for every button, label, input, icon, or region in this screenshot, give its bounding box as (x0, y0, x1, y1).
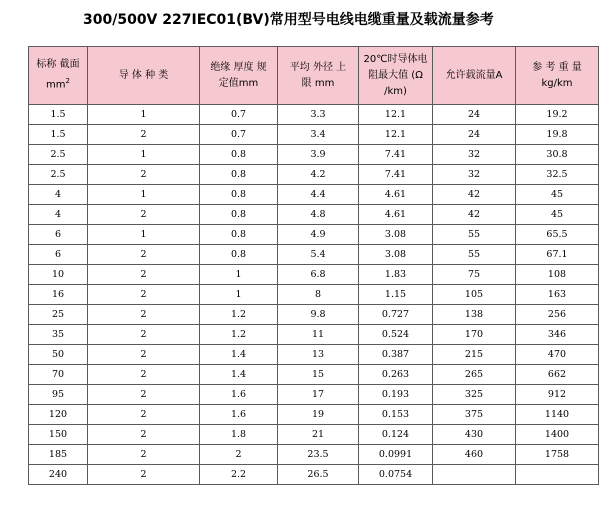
cell-outer-diameter: 3.4 (278, 125, 359, 145)
table-row (29, 105, 599, 125)
cell-weight: 912 (516, 385, 599, 405)
cell-insulation: 0.7 (200, 105, 278, 125)
cell-insulation: 1.6 (200, 385, 278, 405)
cell-outer-diameter: 4.9 (278, 225, 359, 245)
cell-current-capacity: 325 (433, 385, 516, 405)
header-resistance-line3: /km) (384, 85, 407, 97)
cell-outer-diameter: 4.4 (278, 185, 359, 205)
table-row (29, 185, 599, 205)
cell-insulation: 0.8 (200, 185, 278, 205)
table-row (29, 245, 599, 265)
cell-resistance: 0.124 (359, 425, 433, 445)
cell-cross-section: 50 (29, 345, 88, 365)
cell-current-capacity: 32 (433, 145, 516, 165)
cell-cross-section: 95 (29, 385, 88, 405)
cell-resistance: 3.08 (359, 225, 433, 245)
cell-cross-section: 6 (29, 245, 88, 265)
cell-weight: 163 (516, 285, 599, 305)
cell-resistance: 12.1 (359, 125, 433, 145)
cell-weight: 256 (516, 305, 599, 325)
table-row (29, 405, 599, 425)
cell-outer-diameter: 3.9 (278, 145, 359, 165)
header-weight-line2: kg/km (541, 77, 573, 89)
cell-conductor-type: 2 (88, 345, 200, 365)
cell-weight: 67.1 (516, 245, 599, 265)
header-current-capacity-label: 允许载流量A (445, 69, 503, 81)
cell-outer-diameter: 5.4 (278, 245, 359, 265)
cell-current-capacity: 42 (433, 205, 516, 225)
cell-outer-diameter: 11 (278, 325, 359, 345)
cell-resistance: 4.61 (359, 205, 433, 225)
cell-conductor-type: 2 (88, 305, 200, 325)
cell-current-capacity: 105 (433, 285, 516, 305)
header-current-capacity (433, 47, 516, 105)
cell-cross-section: 4 (29, 205, 88, 225)
cell-cross-section: 1.5 (29, 125, 88, 145)
cell-current-capacity: 430 (433, 425, 516, 445)
cell-resistance: 4.61 (359, 185, 433, 205)
cell-outer-diameter: 13 (278, 345, 359, 365)
table-row (29, 265, 599, 285)
cell-current-capacity: 24 (433, 125, 516, 145)
cell-insulation: 2.2 (200, 465, 278, 485)
cell-insulation: 0.7 (200, 125, 278, 145)
table-body (29, 105, 599, 485)
cell-resistance: 3.08 (359, 245, 433, 265)
cell-insulation: 0.8 (200, 205, 278, 225)
cell-weight: 1140 (516, 405, 599, 425)
table-row (29, 385, 599, 405)
table-row (29, 305, 599, 325)
cell-outer-diameter: 17 (278, 385, 359, 405)
cell-weight: 45 (516, 185, 599, 205)
cell-resistance: 0.263 (359, 365, 433, 385)
table-row (29, 285, 599, 305)
cell-resistance: 0.727 (359, 305, 433, 325)
header-conductor-type (88, 47, 200, 105)
table-row (29, 125, 599, 145)
cell-current-capacity: 75 (433, 265, 516, 285)
cell-insulation: 0.8 (200, 165, 278, 185)
table-row (29, 445, 599, 465)
table-row (29, 205, 599, 225)
cell-weight: 470 (516, 345, 599, 365)
cable-spec-table (28, 46, 599, 485)
cell-outer-diameter: 9.8 (278, 305, 359, 325)
cell-cross-section: 1.5 (29, 105, 88, 125)
cell-conductor-type: 2 (88, 445, 200, 465)
cell-conductor-type: 2 (88, 205, 200, 225)
cell-outer-diameter: 4.2 (278, 165, 359, 185)
cell-resistance: 0.387 (359, 345, 433, 365)
table-row (29, 325, 599, 345)
cell-resistance: 0.524 (359, 325, 433, 345)
cell-weight (516, 465, 599, 485)
header-insulation-thickness (200, 47, 278, 105)
cell-insulation: 1.6 (200, 405, 278, 425)
cell-weight: 346 (516, 325, 599, 345)
cell-outer-diameter: 19 (278, 405, 359, 425)
cell-resistance: 7.41 (359, 145, 433, 165)
cell-current-capacity: 170 (433, 325, 516, 345)
cell-conductor-type: 1 (88, 225, 200, 245)
cell-weight: 30.8 (516, 145, 599, 165)
cell-conductor-type: 2 (88, 405, 200, 425)
cell-current-capacity: 215 (433, 345, 516, 365)
cell-resistance: 0.0991 (359, 445, 433, 465)
header-conductor-resistance (359, 47, 433, 105)
cell-cross-section: 10 (29, 265, 88, 285)
cell-conductor-type: 2 (88, 245, 200, 265)
cell-conductor-type: 1 (88, 185, 200, 205)
header-resistance-line1: 20℃时导体电 (363, 53, 428, 65)
table-header-row (29, 47, 599, 105)
cell-outer-diameter: 4.8 (278, 205, 359, 225)
cell-resistance: 1.15 (359, 285, 433, 305)
cell-insulation: 1 (200, 265, 278, 285)
cell-outer-diameter: 26.5 (278, 465, 359, 485)
cell-insulation: 2 (200, 445, 278, 465)
table-row (29, 465, 599, 485)
cell-insulation: 0.8 (200, 225, 278, 245)
header-diameter-line1: 平均 外径 上 (289, 61, 347, 73)
cell-conductor-type: 2 (88, 165, 200, 185)
cell-cross-section: 25 (29, 305, 88, 325)
cell-cross-section: 70 (29, 365, 88, 385)
cell-weight: 662 (516, 365, 599, 385)
cell-insulation: 1 (200, 285, 278, 305)
header-insulation-line2: 定值mm (218, 77, 259, 89)
header-cross-section-unit: $mm^2$ (46, 77, 70, 91)
cell-cross-section: 2.5 (29, 145, 88, 165)
cell-cross-section: 16 (29, 285, 88, 305)
header-cross-section-label: 标称 截面 (36, 59, 80, 71)
cell-resistance: 0.153 (359, 405, 433, 425)
cell-insulation: 1.2 (200, 325, 278, 345)
header-insulation-line1: 绝缘 厚度 规 (210, 61, 267, 73)
header-diameter-line2: 限 mm (301, 77, 335, 89)
cell-outer-diameter: 23.5 (278, 445, 359, 465)
cell-resistance: 12.1 (359, 105, 433, 125)
table-row (29, 345, 599, 365)
cell-cross-section: 4 (29, 185, 88, 205)
cell-current-capacity: 265 (433, 365, 516, 385)
cell-weight: 65.5 (516, 225, 599, 245)
cell-cross-section: 185 (29, 445, 88, 465)
cell-conductor-type: 2 (88, 425, 200, 445)
cell-current-capacity (433, 465, 516, 485)
cell-insulation: 1.8 (200, 425, 278, 445)
cell-current-capacity: 55 (433, 245, 516, 265)
cell-cross-section: 120 (29, 405, 88, 425)
cell-current-capacity: 24 (433, 105, 516, 125)
header-conductor-type-label: 导 体 种 类 (118, 69, 169, 81)
cell-conductor-type: 2 (88, 365, 200, 385)
cell-conductor-type: 2 (88, 285, 200, 305)
cell-insulation: 0.8 (200, 245, 278, 265)
header-cross-section (29, 47, 88, 105)
cell-resistance: 0.193 (359, 385, 433, 405)
cell-current-capacity: 460 (433, 445, 516, 465)
cell-current-capacity: 42 (433, 185, 516, 205)
header-weight-line1: 参 考 重 量 (532, 61, 582, 73)
header-outer-diameter (278, 47, 359, 105)
cell-cross-section: 6 (29, 225, 88, 245)
cell-cross-section: 35 (29, 325, 88, 345)
cell-conductor-type: 2 (88, 265, 200, 285)
cell-weight: 19.8 (516, 125, 599, 145)
cell-weight: 1758 (516, 445, 599, 465)
cell-insulation: 1.4 (200, 345, 278, 365)
cell-weight: 108 (516, 265, 599, 285)
cell-conductor-type: 1 (88, 145, 200, 165)
cell-outer-diameter: 15 (278, 365, 359, 385)
cell-weight: 19.2 (516, 105, 599, 125)
table-row (29, 165, 599, 185)
cell-resistance: 7.41 (359, 165, 433, 185)
table-row (29, 365, 599, 385)
cell-current-capacity: 138 (433, 305, 516, 325)
document-title: 300/500V 227IEC01(BV)常用型号电线电缆重量及载流量参考 (83, 12, 494, 28)
cell-current-capacity: 375 (433, 405, 516, 425)
table-row (29, 225, 599, 245)
cell-resistance: 1.83 (359, 265, 433, 285)
cell-insulation: 0.8 (200, 145, 278, 165)
cell-conductor-type: 2 (88, 325, 200, 345)
cell-insulation: 1.4 (200, 365, 278, 385)
table-row (29, 425, 599, 445)
cell-outer-diameter: 21 (278, 425, 359, 445)
cell-outer-diameter: 8 (278, 285, 359, 305)
table-row (29, 145, 599, 165)
cell-cross-section: 240 (29, 465, 88, 485)
cell-weight: 1400 (516, 425, 599, 445)
cell-insulation: 1.2 (200, 305, 278, 325)
header-reference-weight (516, 47, 599, 105)
cell-conductor-type: 2 (88, 385, 200, 405)
cell-weight: 32.5 (516, 165, 599, 185)
cell-outer-diameter: 3.3 (278, 105, 359, 125)
cell-cross-section: 150 (29, 425, 88, 445)
cell-conductor-type: 2 (88, 465, 200, 485)
cell-cross-section: 2.5 (29, 165, 88, 185)
cell-current-capacity: 32 (433, 165, 516, 185)
cell-weight: 45 (516, 205, 599, 225)
cell-current-capacity: 55 (433, 225, 516, 245)
cell-conductor-type: 1 (88, 105, 200, 125)
cell-conductor-type: 2 (88, 125, 200, 145)
cell-outer-diameter: 6.8 (278, 265, 359, 285)
header-resistance-line2: 阻最大值 (Ω (368, 69, 423, 81)
cell-resistance: 0.0754 (359, 465, 433, 485)
